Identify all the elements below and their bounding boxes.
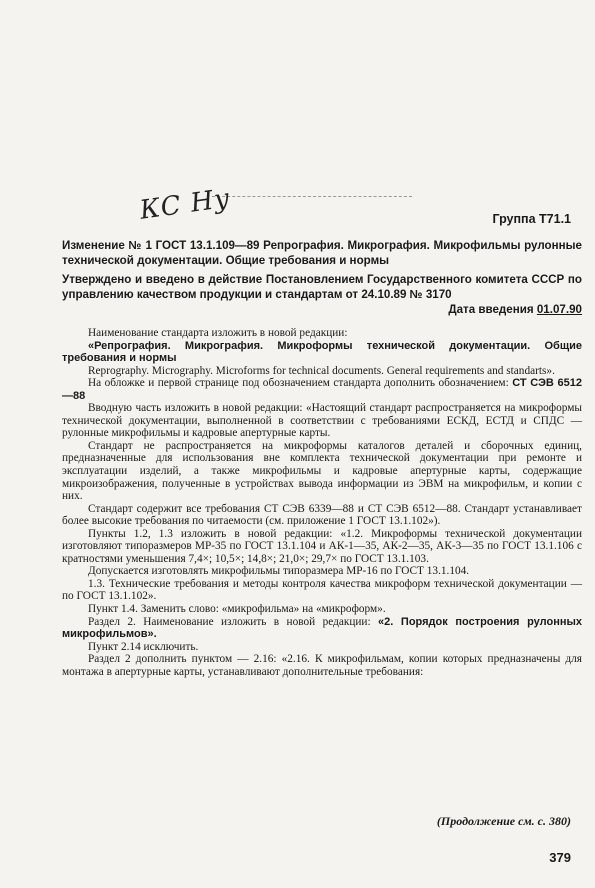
paragraph: Наименование стандарта изложить в новой редакции: (88, 327, 348, 339)
paragraph: Пункт 1.4. Заменить слово: «микрофильма» на «микроформ». (88, 603, 386, 616)
paragraph: 1.3. Технические требования и методы контроля качества микроформ технической документации — по ГОСТ 13.1.102». (62, 577, 582, 603)
change-title: Изменение № 1 ГОСТ 13.1.109—89 Репрография. Микрография. Микрофильмы рулонные технической документации. Общие требования и нормы (62, 239, 582, 267)
page-number: 379 (549, 850, 571, 865)
standard-designation: СТ СЭВ 6512—88 (62, 377, 583, 402)
intro-date-value: 01.07.90 (536, 303, 582, 316)
paragraph: Стандарт не распространяется на микроформы каталогов деталей и сборочных единиц, предназначенные для использования вне комплекта технической документации при ремонте и эксплуатации изделий, а также микрофильмы и кадровые апертурные карты, содержащие микроизображения, полученные в устройствах вывода информации из ЭВМ на микрофильм, и копии с них. (62, 439, 582, 503)
paragraph-bold: «Репрография. Микрография. Микроформы технической документации. Общие требования и нормы (62, 339, 582, 365)
separator-line (212, 196, 412, 197)
paragraph: Стандарт содержит все требования СТ СЭВ 6339—88 и СТ СЭВ 6512—88. Стандарт устанавливает более высокие требования по читаемости (см. приложение 1 ГОСТ 13.1.102»). (62, 502, 582, 528)
approval-block (62, 272, 582, 317)
paragraph-text: На обложке и первой странице под обозначением стандарта дополнить обозначением: (88, 377, 513, 390)
section-title-bold: «2. Порядок построения рулонных микрофильмов». (62, 615, 582, 641)
paragraph: Вводную часть изложить в новой редакции: «Настоящий стандарт распространяется на микроформы технической документации, выполненной в соответствии с требованиями ЕСКД, ЕСТД и СПДС — рулонные микрофильмы и кадровые апертурные карты. (62, 402, 582, 440)
group-label: Группа Т71.1 (492, 212, 571, 226)
paragraph: Пункты 1.2, 1.3 изложить в новой редакции: «1.2. Микроформы технической документации изготовляют типоразмеров МР-35 по ГОСТ 13.1.104 и АК-1—35, АК-2—35, АК-3—35 по ГОСТ 13.1.106 с кратностями уменьшения 7,4×; 10,5×; 14,8×; 21,0×; 29,7× по ГОСТ 13.1.103. (62, 527, 582, 565)
paragraph: Reprography. Micrography. Microforms for technical documents. General requirements and standarts». (88, 364, 555, 377)
approval-text: Утверждено и введено в действие Постановлением Государственного комитета СССР по управлению качеством продукции и стандартам от 24.10.89 № 3170 (62, 273, 582, 301)
paragraph (62, 377, 582, 402)
paragraph (62, 616, 582, 641)
paragraph-text: Раздел 2. Наименование изложить в новой редакции: (88, 615, 378, 628)
paragraph: Пункт 2.14 исключить. (88, 640, 199, 653)
document-body (62, 327, 582, 678)
continuation-note: (Продолжение см. с. 380) (436, 814, 571, 828)
paragraph: Раздел 2 дополнить пунктом — 2.16: «2.16. К микрофильмам, копии которых предназначены для монтажа в апертурные карты, устанавливают дополнительные требования: (62, 653, 582, 678)
intro-date-line (62, 302, 582, 317)
paragraph: Допускается изготовлять микрофильмы типоразмера МР-16 по ГОСТ 13.1.104. (88, 565, 470, 578)
intro-date-label: Дата введения (448, 303, 537, 316)
handwritten-note: КС Ну (137, 183, 233, 226)
